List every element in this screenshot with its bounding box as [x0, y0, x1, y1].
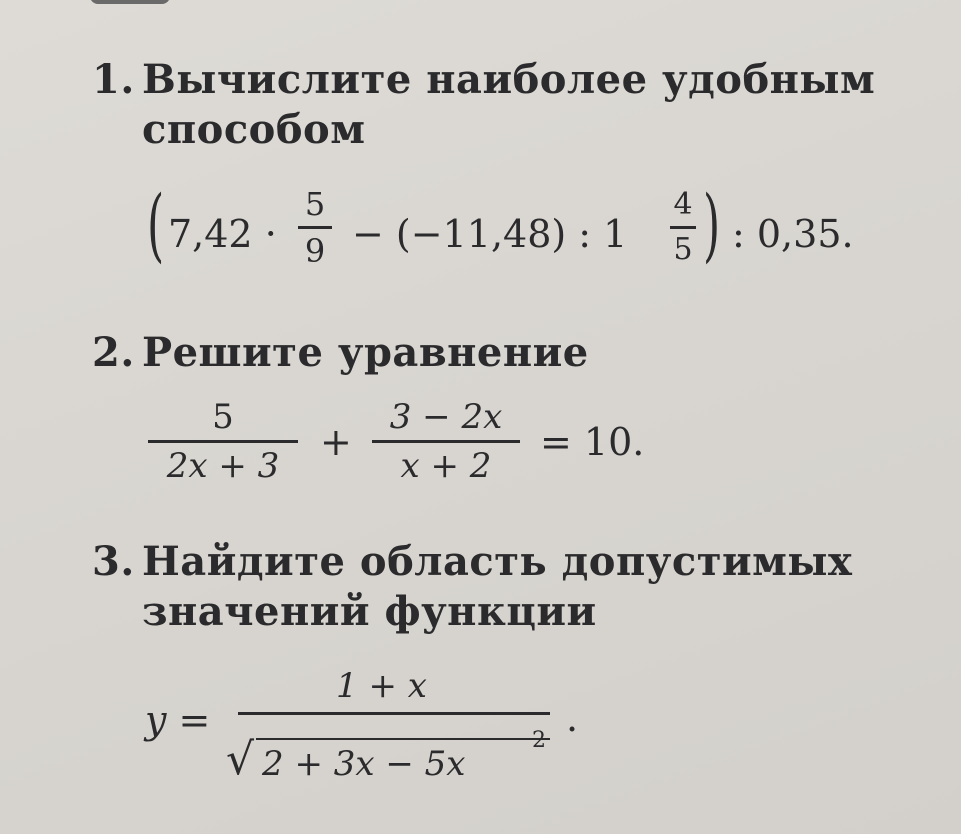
task-1: [92, 55, 878, 155]
fraction-bar: [372, 440, 520, 443]
task-2-text: Решите уравнение: [142, 329, 589, 376]
task-3-line-2: значений функции: [142, 588, 597, 635]
close-paren: ): [703, 178, 721, 271]
expr-tail: : 0,35.: [732, 212, 854, 256]
task-3-word-2: область: [359, 538, 548, 585]
fraction-3-minus-2x-over-x-plus-2: [372, 397, 520, 486]
plus-sign: +: [320, 420, 352, 464]
task-3: [92, 537, 878, 637]
open-paren: (: [147, 178, 165, 271]
task-1-line-2: способом: [142, 106, 366, 153]
function-fraction-bar: [238, 712, 550, 715]
function-numerator: 1 + x: [336, 666, 427, 706]
task-3-number: 3.: [92, 538, 135, 585]
fraction-denominator: x + 2: [400, 446, 492, 486]
task-1-word-1: Вычислите: [142, 56, 412, 103]
fraction-4-5: [670, 187, 696, 267]
expr-term-mid: − (−11,48) : 1: [352, 212, 628, 256]
radical-sign: √: [226, 734, 255, 785]
equation-rhs: = 10.: [540, 420, 645, 464]
task-2-number: 2.: [92, 329, 135, 376]
task-1-word-2: наиболее: [426, 56, 648, 103]
fraction-5-9: [298, 185, 332, 270]
task-1-word-3: удобным: [662, 56, 876, 103]
previous-heading-fragment: [90, 0, 170, 4]
function-end: .: [566, 696, 579, 740]
radical-vinculum: [256, 738, 550, 740]
fraction-numerator: 5: [212, 397, 234, 437]
fraction-denominator: 5: [673, 232, 693, 267]
function-lhs: y =: [145, 698, 211, 742]
task-1-number: 1.: [92, 56, 135, 103]
exponent: 2: [532, 728, 546, 753]
task-1-line-1: [92, 55, 878, 105]
fraction-5-over-2x-plus-3: [148, 397, 298, 486]
fraction-bar: [298, 226, 332, 229]
fraction-numerator: 3 − 2x: [389, 397, 503, 437]
fraction-numerator: 5: [304, 185, 326, 223]
task-3-line-1: [92, 537, 878, 587]
fraction-denominator: 9: [304, 232, 326, 270]
task-2-line-1: [92, 328, 589, 378]
fraction-numerator: 4: [673, 187, 693, 222]
fraction-bar: [670, 226, 696, 229]
function-denominator: 2 + 3x − 5x: [262, 744, 466, 784]
expr-term-a: 7,42 ·: [168, 212, 277, 256]
task-2: [92, 328, 589, 378]
fraction-bar: [148, 440, 298, 443]
task-3-word-1: Найдите: [142, 538, 346, 585]
fraction-denominator: 2x + 3: [166, 446, 280, 486]
task-3-word-3: допустимых: [561, 538, 853, 585]
